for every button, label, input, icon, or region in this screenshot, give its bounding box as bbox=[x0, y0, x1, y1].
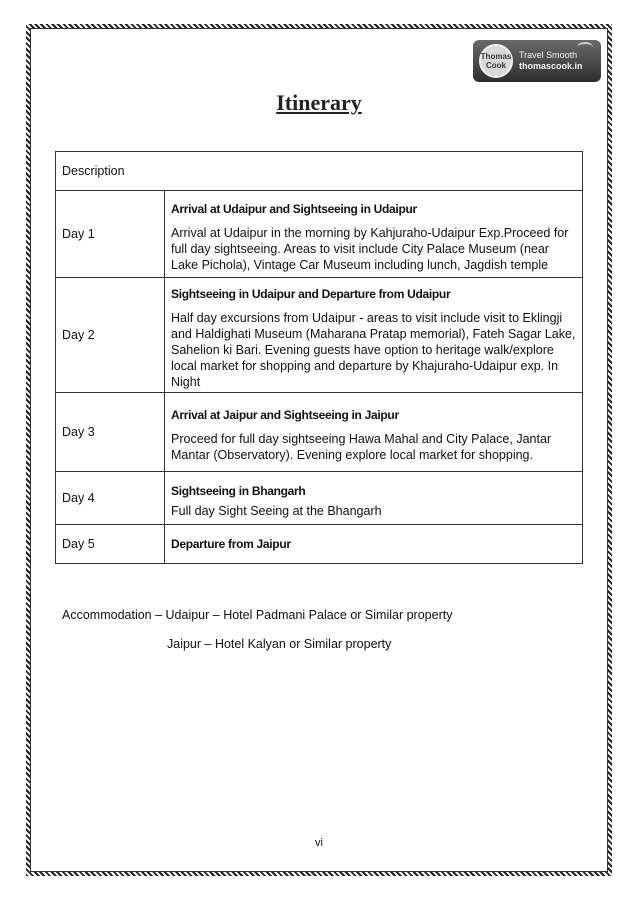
table-header-row bbox=[56, 152, 583, 191]
day-details bbox=[165, 393, 583, 472]
day-label: Day 2 bbox=[56, 278, 165, 393]
day-description: Proceed for full day sightseeing Hawa Mahal and City Palace, Jantar Mantar (Observatory). Evening explore local market for shopping. bbox=[171, 432, 552, 462]
day-details bbox=[165, 525, 583, 564]
day-label: Day 1 bbox=[56, 191, 165, 278]
day-label: Day 4 bbox=[56, 472, 165, 525]
day-heading: Sightseeing in Bhangarh bbox=[171, 484, 306, 498]
logo-badge-line2: Cook bbox=[486, 61, 506, 70]
logo-badge bbox=[479, 44, 513, 78]
swoosh-icon bbox=[577, 42, 593, 52]
day-description: Arrival at Udaipur in the morning by Kahjuraho-Udaipur Exp.Proceed for full day sightseeing. Areas to visit include City Palace Museum (near Lake Pichola), Vintage Car Museum including lunch, Jagdish temple bbox=[171, 226, 569, 272]
day-details bbox=[165, 191, 583, 278]
accommodation-line-2: Jaipur – Hotel Kalyan or Similar property bbox=[167, 637, 392, 651]
day-label: Day 5 bbox=[56, 525, 165, 564]
table-row-day-1 bbox=[56, 191, 583, 278]
page-title: Itinerary bbox=[276, 90, 362, 115]
day-heading: Arrival at Jaipur and Sightseeing in Jaipur bbox=[171, 408, 399, 422]
logo-domain: thomascook.in bbox=[519, 61, 583, 71]
table-row-day-3 bbox=[56, 393, 583, 472]
table-row-day-5 bbox=[56, 525, 583, 564]
logo-badge-line1: Thomas bbox=[480, 52, 512, 61]
table-header-cell: Description bbox=[56, 152, 583, 191]
day-label: Day 3 bbox=[56, 393, 165, 472]
day-heading: Arrival at Udaipur and Sightseeing in Udaipur bbox=[171, 202, 417, 216]
day-details bbox=[165, 278, 583, 393]
thomas-cook-logo bbox=[473, 40, 601, 82]
table-row-day-4 bbox=[56, 472, 583, 525]
day-description: Full day Sight Seeing at the Bhangarh bbox=[171, 504, 382, 518]
day-details bbox=[165, 472, 583, 525]
day-heading: Departure from Jaipur bbox=[171, 537, 291, 551]
itinerary-table bbox=[55, 151, 583, 564]
logo-tagline: Travel Smooth bbox=[519, 50, 578, 60]
page-number: vi bbox=[315, 837, 323, 849]
day-heading: Sightseeing in Udaipur and Departure from Udaipur bbox=[171, 287, 451, 301]
table-row-day-2 bbox=[56, 278, 583, 393]
accommodation-line-1: Accommodation – Udaipur – Hotel Padmani Palace or Similar property bbox=[62, 608, 453, 622]
day-description: Half day excursions from Udaipur - areas to visit include visit to Eklingji and Haldighati Museum (Maharana Pratap memorial), Fateh Sagar Lake, Sahelion ki Bari. Evening guests have option to heritage walk/explore local market for shopping and departure by Khajuraho-Udaipur exp. In Night bbox=[171, 311, 576, 389]
logo-text bbox=[519, 50, 583, 72]
